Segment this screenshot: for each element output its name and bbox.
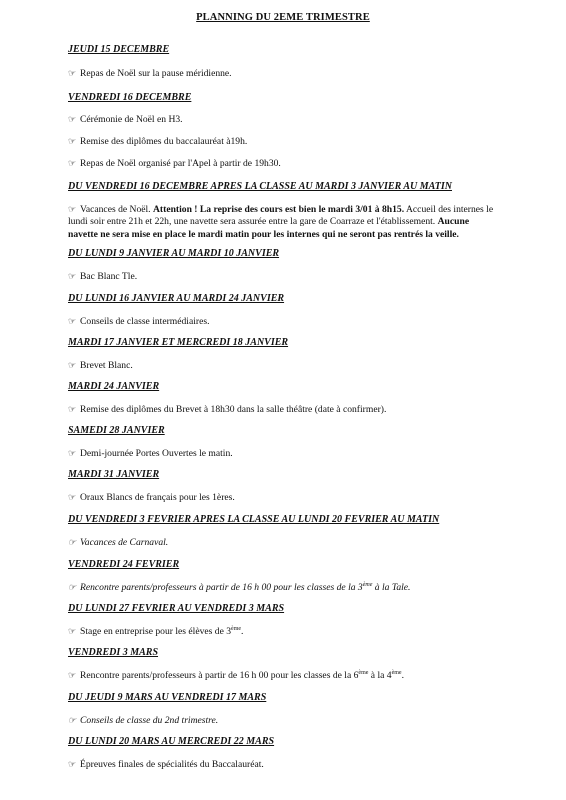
item-text-mid: à la 4: [368, 670, 392, 681]
pointing-hand-icon: ☞: [68, 136, 77, 146]
list-item: [68, 536, 538, 549]
item-text: Rencontre parents/professeurs à partir de 16 h 00 pour les classes de la 6: [80, 670, 359, 681]
pointing-hand-icon: ☞: [68, 360, 77, 370]
item-text: Remise des diplômes du Brevet à 18h30 dans la salle théâtre (date à confirmer).: [80, 404, 387, 415]
pointing-hand-icon: ☞: [68, 158, 77, 168]
list-item: [68, 315, 538, 328]
section-samedi-28-janvier: [68, 425, 538, 436]
section-mardi-31-janvier: [68, 469, 538, 480]
section-vendredi-3-mars: [68, 647, 538, 658]
item-text: Vacances de Carnaval.: [80, 537, 169, 548]
section-heading: VENDREDI 3 MARS: [68, 647, 159, 658]
list-item: [68, 403, 538, 416]
pointing-hand-icon: ☞: [68, 448, 77, 458]
list-item: [68, 67, 538, 80]
item-text: Conseils de classe intermédiaires.: [80, 316, 210, 327]
list-item: [68, 581, 538, 594]
item-text: Vacances de Noël.: [80, 204, 151, 215]
section-vacances-carnaval: [68, 514, 538, 525]
section-heading: MARDI 17 JANVIER ET MERCREDI 18 JANVIER: [68, 337, 289, 348]
section-mardi-24-janvier: [68, 381, 538, 392]
pointing-hand-icon: ☞: [68, 759, 77, 769]
pointing-hand-icon: ☞: [68, 68, 77, 78]
section-stage-entreprise: [68, 603, 538, 614]
item-text: Oraux Blancs de français pour les 1ères.: [80, 492, 235, 503]
superscript: ème: [362, 582, 373, 588]
list-item: [68, 270, 538, 283]
section-jeudi-15-decembre: [68, 44, 538, 55]
section-vendredi-16-decembre: [68, 92, 538, 103]
attention-text: Attention ! La reprise des cours est bien le mardi 3/01 à 8h15.: [153, 204, 405, 215]
section-heading: DU LUNDI 9 JANVIER AU MARDI 10 JANVIER: [68, 248, 280, 259]
item-text: Cérémonie de Noël en H3.: [80, 114, 183, 125]
section-heading: DU LUNDI 16 JANVIER AU MARDI 24 JANVIER: [68, 293, 285, 304]
section-heading: DU LUNDI 27 FEVRIER AU VENDREDI 3 MARS: [68, 603, 285, 614]
section-heading: MARDI 24 JANVIER: [68, 381, 160, 392]
item-text: Stage en entreprise pour les élèves de 3: [80, 626, 232, 637]
item-text: Conseils de classe du 2nd trimestre.: [80, 715, 219, 726]
pointing-hand-icon: ☞: [68, 537, 77, 547]
list-item: [68, 447, 538, 460]
item-text: Rencontre parents/professeurs à partir de 16 h 00 pour les classes de la 3: [80, 582, 363, 593]
pointing-hand-icon: ☞: [68, 492, 77, 502]
section-heading: DU VENDREDI 3 FEVRIER APRES LA CLASSE AU LUNDI 20 FEVRIER AU MATIN: [68, 514, 440, 525]
pointing-hand-icon: ☞: [68, 204, 77, 214]
section-heading: VENDREDI 16 DECEMBRE: [68, 92, 192, 103]
superscript: ème: [391, 670, 402, 676]
list-item: [68, 203, 538, 241]
pointing-hand-icon: ☞: [68, 715, 77, 725]
pointing-hand-icon: ☞: [68, 271, 77, 281]
section-conseils-2nd-trimestre: [68, 692, 538, 703]
superscript: ème: [358, 670, 369, 676]
pointing-hand-icon: ☞: [68, 114, 77, 124]
page-title: PLANNING DU 2EME TRIMESTRE: [196, 12, 370, 23]
item-text-end: .: [401, 670, 404, 681]
section-vendredi-24-fevrier: [68, 559, 538, 570]
section-heading: DU LUNDI 20 MARS AU MERCREDI 22 MARS: [68, 736, 275, 747]
navette-text: Aucune navette ne sera mise en place le mardi matin pour les internes qui ne seront pas rentrés la veille.: [68, 216, 470, 240]
section-heading: JEUDI 15 DECEMBRE: [68, 44, 170, 55]
list-item: [68, 625, 538, 638]
section-heading: VENDREDI 24 FEVRIER: [68, 559, 180, 570]
item-text-end: à la Tale.: [372, 582, 411, 593]
list-item: [68, 714, 538, 727]
section-brevet-blanc: [68, 337, 538, 348]
pointing-hand-icon: ☞: [68, 582, 77, 592]
item-text: Épreuves finales de spécialités du Baccalauréat.: [80, 759, 264, 770]
list-item: [68, 135, 538, 148]
section-heading: MARDI 31 JANVIER: [68, 469, 160, 480]
section-conseils-intermediaires: [68, 293, 538, 304]
list-item: [68, 669, 538, 682]
list-item: [68, 157, 538, 170]
item-text: Remise des diplômes du baccalauréat à19h.: [80, 136, 248, 147]
section-vacances-noel: [68, 181, 538, 192]
section-bac-blanc: [68, 248, 538, 259]
item-text-end: .: [241, 626, 244, 637]
section-epreuves-specialites: [68, 736, 538, 747]
pointing-hand-icon: ☞: [68, 404, 77, 414]
pointing-hand-icon: ☞: [68, 316, 77, 326]
item-text: Brevet Blanc.: [80, 360, 133, 371]
list-item: [68, 758, 538, 771]
pointing-hand-icon: ☞: [68, 670, 77, 680]
pointing-hand-icon: ☞: [68, 626, 77, 636]
item-text: Bac Blanc Tle.: [80, 271, 138, 282]
list-item: [68, 491, 538, 504]
list-item: [68, 113, 538, 126]
item-text: Demi-journée Portes Ouvertes le matin.: [80, 448, 233, 459]
list-item: [68, 359, 538, 372]
item-text: Repas de Noël sur la pause méridienne.: [80, 68, 232, 79]
section-heading: DU VENDREDI 16 DECEMBRE APRES LA CLASSE AU MARDI 3 JANVIER AU MATIN: [68, 181, 452, 192]
section-heading: DU JEUDI 9 MARS AU VENDREDI 17 MARS: [68, 692, 267, 703]
section-heading: SAMEDI 28 JANVIER: [68, 425, 165, 436]
item-text: Repas de Noël organisé par l'Apel à partir de 19h30.: [80, 158, 281, 169]
internes-text: Accueil des internes le lundi soir entre 21h et 22h, une navette sera assurée entre la gare de Coarraze et l'établissement.: [68, 204, 494, 228]
superscript: ème: [231, 626, 242, 632]
